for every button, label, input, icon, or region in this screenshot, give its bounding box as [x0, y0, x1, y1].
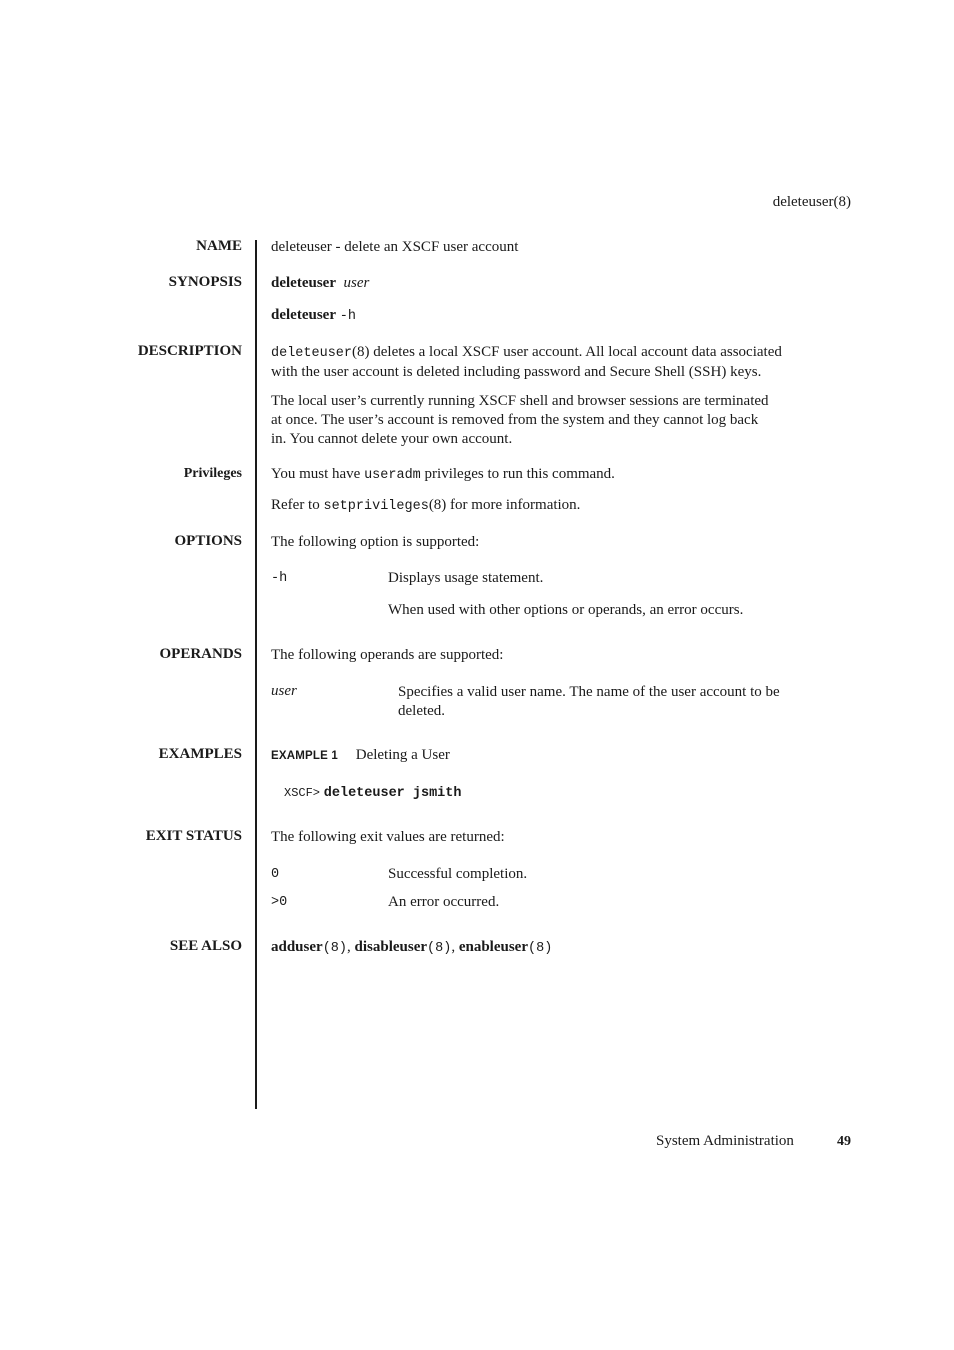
exit-value: 0 — [271, 867, 280, 882]
operand-description: Specifies a valid user name. The name of the user account to be deleted. — [398, 684, 780, 719]
option-description-2: When used with other options or operands, an error occurs. — [388, 602, 744, 618]
see-also-link[interactable]: disableuser — [354, 939, 428, 955]
margin-rule — [255, 240, 257, 1109]
operand-name: user — [271, 683, 297, 699]
description-paragraph-2: The local user’s currently running XSCF shell and browser sessions are terminated at once. The user’s account is removed from the system and they cannot log back in. You cannot delete your own account. — [271, 393, 769, 447]
section-label-examples: EXAMPLES — [158, 746, 242, 762]
section-label-operands: OPERANDS — [159, 646, 242, 662]
privileges-line-1: You must have useradm privileges to run this command. — [271, 466, 615, 483]
synopsis-option: -h — [339, 309, 356, 324]
option-name: -h — [271, 571, 288, 586]
page-number: 49 — [837, 1134, 851, 1149]
example-code — [284, 784, 462, 801]
footer-section-title: System Administration — [656, 1133, 794, 1149]
code-command: deleteuser jsmith — [323, 786, 462, 801]
running-head: deleteuser(8) — [772, 194, 851, 210]
description-command: deleteuser — [271, 346, 353, 361]
name-text: deleteuser - delete an XSCF user account — [271, 239, 519, 255]
exit-status-intro: The following exit values are returned: — [271, 829, 505, 845]
privilege-code: useradm — [364, 468, 421, 483]
see-also-list: adduser(8), disableuser(8), enableuser(8) — [271, 939, 553, 956]
synopsis-command: deleteuser — [271, 275, 336, 291]
exit-value-description: An error occurred. — [388, 894, 500, 910]
section-label-options: OPTIONS — [174, 533, 242, 549]
section-label-exit-status: EXIT STATUS — [145, 828, 242, 844]
synopsis-argument: user — [343, 275, 370, 291]
exit-value-description: Successful completion. — [388, 866, 528, 882]
description-paragraph-1: deleteuser(8) deletes a local XSCF user account. All local account data associated with the user account is deleted including password and Secure Shell (SSH) keys. — [271, 344, 782, 380]
see-also-link[interactable]: adduser — [271, 939, 323, 955]
example-number: EXAMPLE 1 — [271, 750, 338, 762]
synopsis-command: deleteuser — [271, 307, 336, 323]
privileges-line-2: Refer to setprivileges(8) for more information. — [271, 497, 581, 514]
section-label-name: NAME — [196, 238, 242, 254]
section-label-see-also: SEE ALSO — [169, 938, 242, 954]
operands-intro: The following operands are supported: — [271, 647, 504, 663]
synopsis-line-2 — [271, 306, 851, 326]
example-heading — [271, 746, 851, 766]
exit-value: >0 — [271, 895, 288, 910]
see-also-link[interactable]: enableuser — [458, 939, 528, 955]
privileges-reference: setprivileges — [323, 499, 429, 514]
example-title: Deleting a User — [355, 747, 450, 763]
section-label-synopsis: SYNOPSIS — [168, 274, 242, 290]
code-prompt: XSCF> — [284, 786, 321, 800]
synopsis-line-1 — [271, 274, 851, 293]
section-label-privileges: Privileges — [183, 466, 242, 481]
options-intro: The following option is supported: — [271, 534, 480, 550]
section-label-description: DESCRIPTION — [137, 343, 242, 359]
option-description-1: Displays usage statement. — [388, 570, 544, 586]
